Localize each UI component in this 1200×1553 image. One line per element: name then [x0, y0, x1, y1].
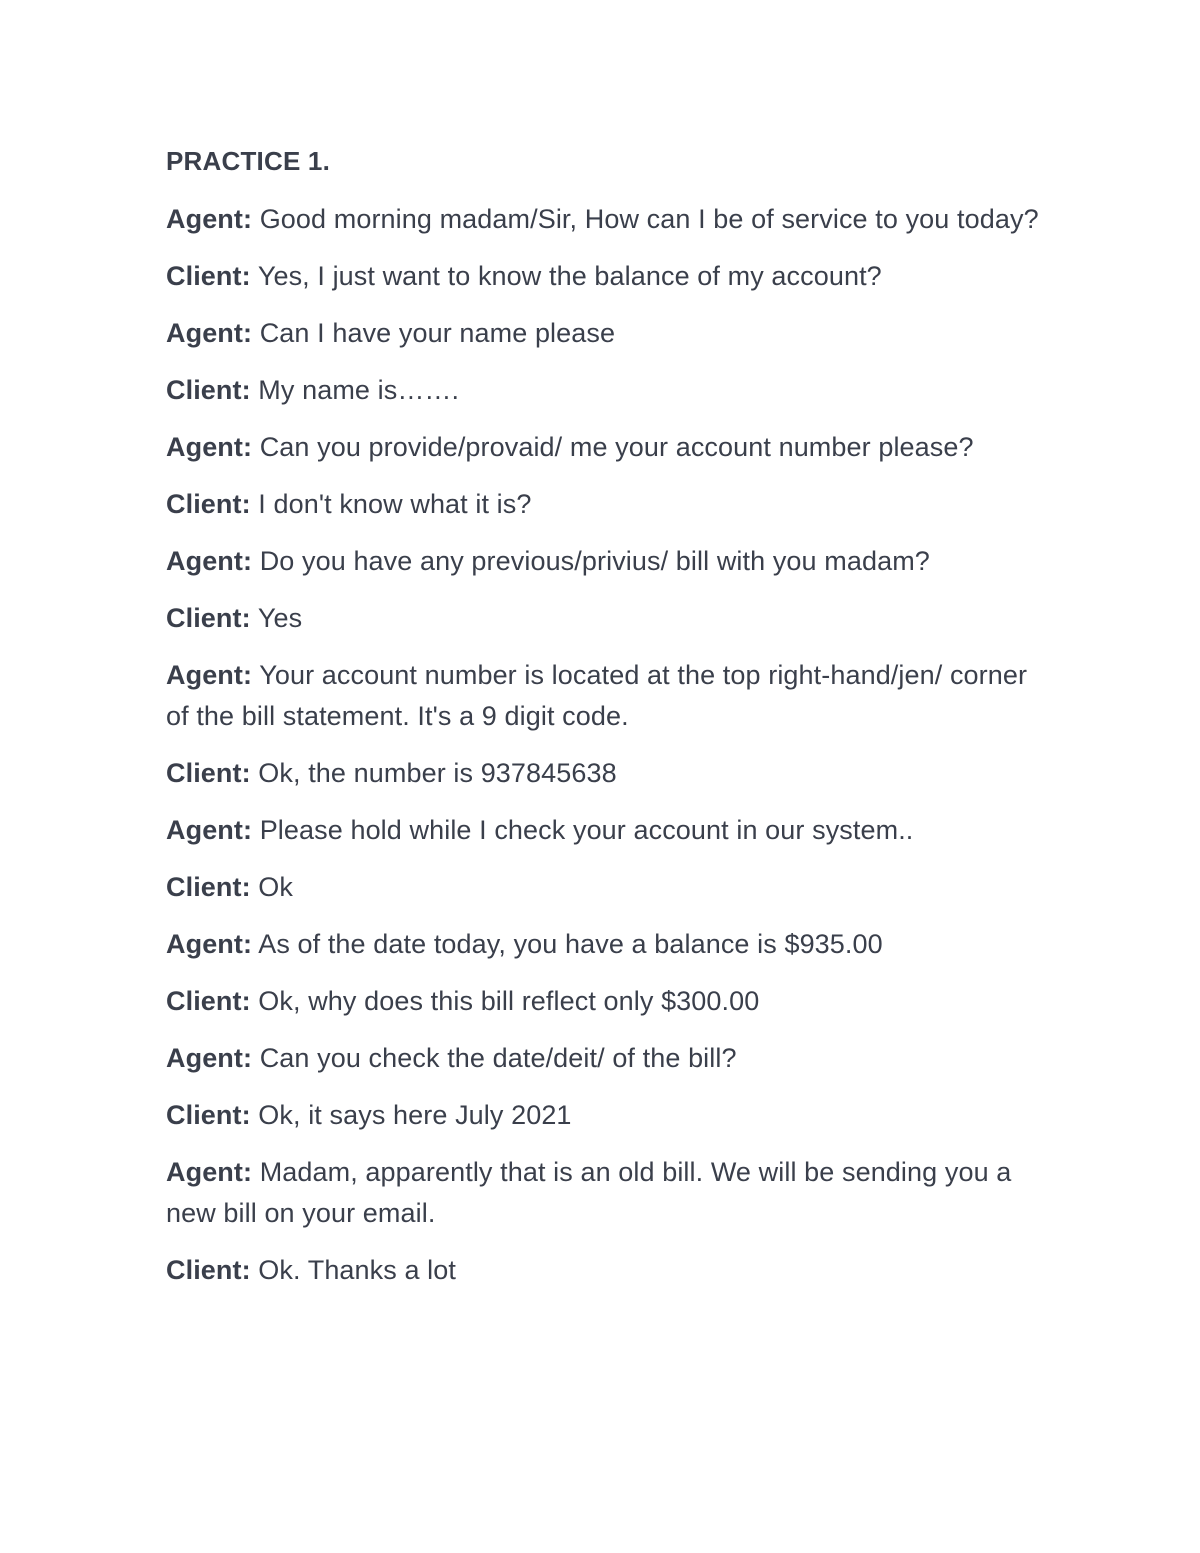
dialogue-text: Ok	[250, 872, 294, 902]
dialogue-line	[166, 484, 1046, 525]
dialogue-line	[166, 541, 1046, 582]
dialogue-text: Can I have your name please	[252, 318, 616, 348]
dialogue-text: Can you provide/provaid/ me your account number please?	[252, 432, 974, 462]
dialogue-text: Madam, apparently that is an old bill. We will be sending you a new bill on your email.	[166, 1157, 1012, 1228]
dialogue-line	[166, 427, 1046, 468]
speaker-label: Client:	[166, 603, 251, 633]
dialogue-text: My name is…….	[250, 375, 460, 405]
dialogue-text: Ok, why does this bill reflect only $300.00	[250, 986, 760, 1016]
document-page	[166, 143, 1046, 1307]
dialogue-text: Ok, the number is 937845638	[250, 758, 617, 788]
speaker-label: Client:	[166, 1255, 251, 1285]
dialogue-line	[166, 753, 1046, 794]
dialogue-text: Yes	[250, 603, 303, 633]
dialogue-line	[166, 1250, 1046, 1291]
dialogue-text: Your account number is located at the top right-hand/jen/ corner of the bill statement. It's a 9 digit code.	[166, 660, 1028, 731]
speaker-label: Agent:	[166, 546, 253, 576]
dialogue-text: Do you have any previous/privius/ bill with you madam?	[252, 546, 930, 576]
dialogue-text: Ok. Thanks a lot	[250, 1255, 456, 1285]
speaker-label: Agent:	[166, 1157, 253, 1187]
dialogue-text: Yes, I just want to know the balance of my account?	[250, 261, 882, 291]
speaker-label: Agent:	[166, 204, 253, 234]
dialogue-line	[166, 981, 1046, 1022]
speaker-label: Agent:	[166, 432, 253, 462]
speaker-label: Client:	[166, 375, 251, 405]
speaker-label: Client:	[166, 986, 251, 1016]
speaker-label: Agent:	[166, 318, 253, 348]
speaker-label: Agent:	[166, 660, 253, 690]
speaker-label: Client:	[166, 1100, 251, 1130]
dialogue-line	[166, 1095, 1046, 1136]
dialogue-line	[166, 1152, 1046, 1234]
dialogue-text: Please hold while I check your account in our system..	[252, 815, 914, 845]
dialogue-line	[166, 655, 1046, 737]
speaker-label: Client:	[166, 489, 251, 519]
dialogue-line	[166, 370, 1046, 411]
speaker-label: Client:	[166, 872, 251, 902]
dialogue-line	[166, 598, 1046, 639]
dialogue-line	[166, 810, 1046, 851]
speaker-label: Client:	[166, 261, 251, 291]
dialogue-text: Good morning madam/Sir, How can I be of service to you today?	[252, 204, 1039, 234]
dialogue-text: As of the date today, you have a balance is $935.00	[252, 929, 883, 959]
dialogue-line	[166, 1038, 1046, 1079]
document-title: PRACTICE 1.	[166, 146, 331, 176]
dialogue-line	[166, 313, 1046, 354]
dialogue-text: Can you check the date/deit/ of the bill?	[252, 1043, 737, 1073]
dialogue-line	[166, 199, 1046, 240]
speaker-label: Agent:	[166, 815, 253, 845]
dialogue-line	[166, 924, 1046, 965]
dialogue-text: Ok, it says here July 2021	[250, 1100, 572, 1130]
speaker-label: Agent:	[166, 1043, 253, 1073]
dialogue-line	[166, 867, 1046, 908]
speaker-label: Agent:	[166, 929, 253, 959]
dialogue-line	[166, 256, 1046, 297]
dialogue-text: I don't know what it is?	[250, 489, 532, 519]
speaker-label: Client:	[166, 758, 251, 788]
